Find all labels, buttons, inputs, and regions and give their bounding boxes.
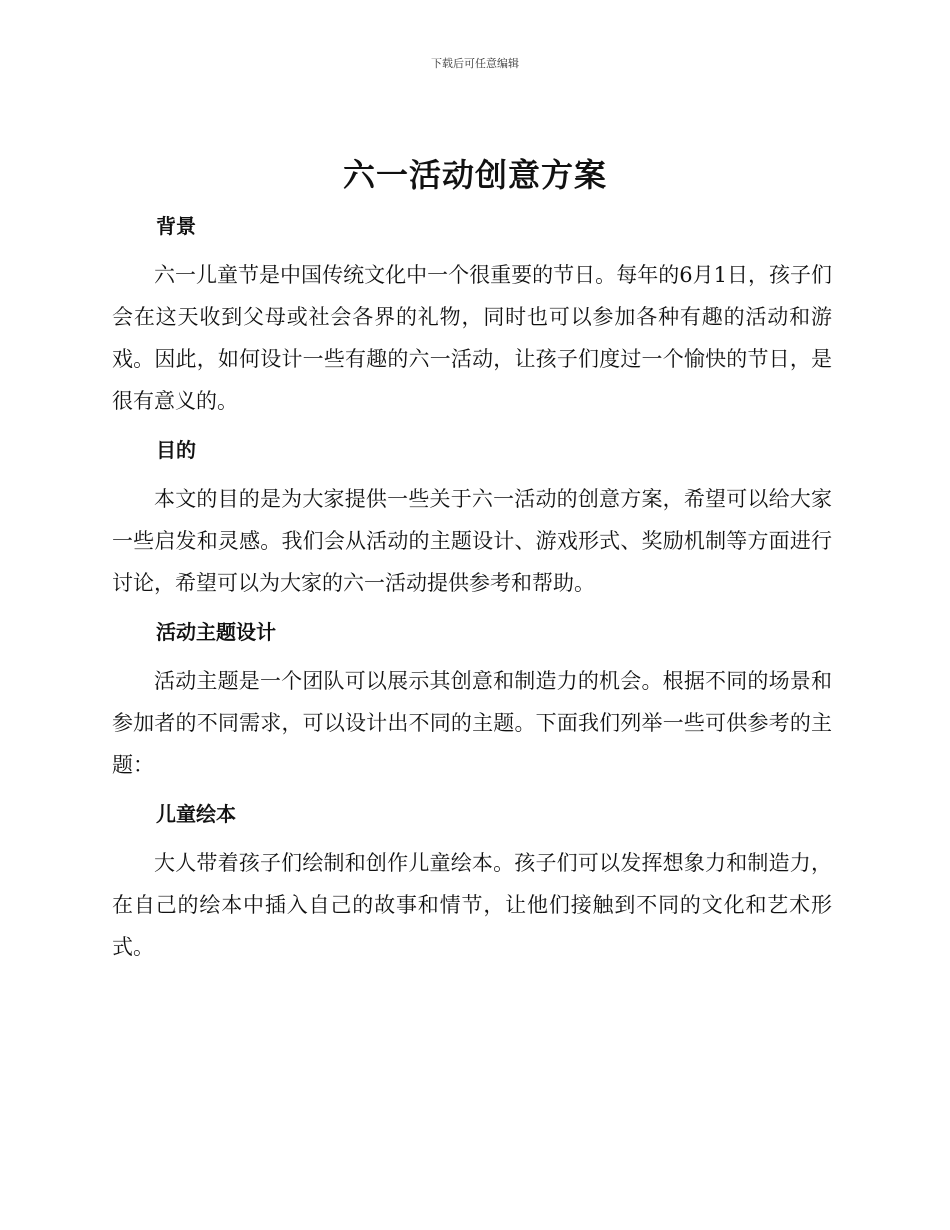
section-theme-design	[112, 614, 832, 786]
section-heading: 背景	[156, 214, 196, 238]
section-heading: 目的	[156, 438, 196, 462]
section-purpose	[112, 432, 832, 604]
section-paragraph: 六一儿童节是中国传统文化中一个很重要的节日。每年的6月1日，孩子们会在这天收到父母或社会各界的礼物，同时也可以参加各种有趣的活动和游戏。因此，如何设计一些有趣的六一活动，让孩子们度过一个愉快的节日，是很有意义的。	[112, 263, 832, 413]
header-note: 下载后可任意编辑	[431, 57, 519, 70]
section-paragraph: 本文的目的是为大家提供一些关于六一活动的创意方案，希望可以给大家一些启发和灵感。我们会从活动的主题设计、游戏形式、奖励机制等方面进行讨论，希望可以为大家的六一活动提供参考和帮助。	[112, 487, 832, 595]
section-heading: 活动主题设计	[156, 620, 276, 644]
section-heading: 儿童绘本	[156, 802, 236, 826]
document-body	[112, 198, 832, 968]
section-paragraph: 活动主题是一个团队可以展示其创意和制造力的机会。根据不同的场景和参加者的不同需求，可以设计出不同的主题。下面我们列举一些可供参考的主题：	[112, 669, 832, 777]
document-title: 六一活动创意方案	[342, 156, 607, 194]
section-picture-book	[112, 796, 832, 968]
section-paragraph: 大人带着孩子们绘制和创作儿童绘本。孩子们可以发挥想象力和制造力，在自己的绘本中插入自己的故事和情节，让他们接触到不同的文化和艺术形式。	[112, 851, 832, 959]
section-background	[112, 208, 832, 422]
